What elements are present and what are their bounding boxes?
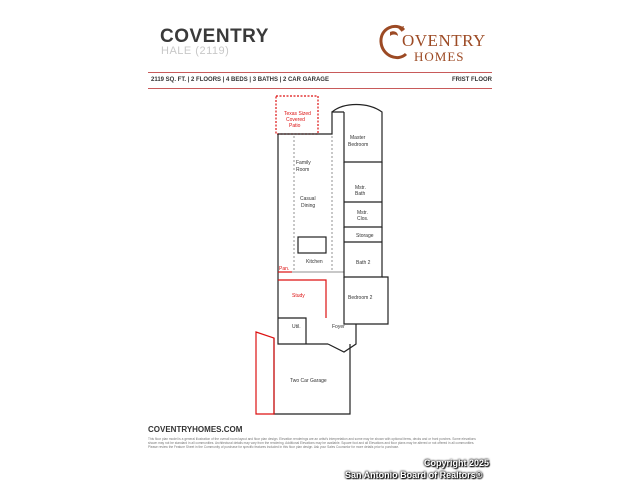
label-master-1: Master	[350, 135, 366, 141]
realtor-watermark: San Antonio Board of Realtors®	[345, 470, 483, 480]
util-walls	[278, 318, 306, 344]
label-patio-3: Patio	[289, 123, 301, 129]
label-master-2: Bedroom	[348, 142, 369, 148]
page-title: COVENTRY	[160, 26, 269, 47]
label-kitchen: Kitchen	[306, 259, 323, 265]
label-util: Util.	[292, 324, 301, 330]
logo-wordmark-top: OVENTRY	[402, 31, 486, 50]
logo-wordmark-bottom: HOMES	[414, 49, 465, 64]
study-walls	[278, 280, 326, 318]
floor-label: FRIST FLOOR	[452, 77, 492, 83]
label-foyer: Foyer	[332, 324, 345, 330]
plan-subtitle: HALE (2119)	[161, 45, 230, 57]
label-dining-2: Dining	[301, 203, 316, 209]
label-mstr-bath-1: Mstr.	[355, 185, 366, 191]
label-study: Study	[292, 293, 305, 299]
garage-extension	[256, 332, 274, 414]
label-family-2: Room	[296, 167, 310, 173]
disclaimer-text: This floor plan model is a general illustration of the overall room layout and floor plan design. Elevation renderings are an artist's interpretation and some may be shown with optional items, decks and or front porches. Some elevations shown may not be standard in all communities. Architectural details may vary from the rendering. Additional Elevations may be available. Square foot and all Elevations and floor plans may be altered or not offered in all communities. Please review the Feature Sheet in the Community of purchase for specific features included in this floor plan design. Ask your Sales Counselor for more details prior to purchase.	[148, 437, 476, 449]
header-divider-top	[148, 72, 492, 73]
label-bath2: Bath 2	[356, 260, 371, 266]
label-dining-1: Casual	[300, 196, 316, 202]
header-divider-bottom	[148, 88, 492, 89]
label-patio-2: Covered	[286, 117, 305, 123]
label-bedroom2: Bedroom 2	[348, 295, 373, 301]
floor-plan-drawing	[248, 92, 398, 417]
brand-logo	[378, 22, 488, 64]
label-mstr-clos-1: Mstr.	[357, 210, 368, 216]
label-family-1: Family	[296, 160, 311, 166]
label-patio-1: Texas Sized	[284, 111, 311, 117]
kitchen-island	[298, 237, 326, 253]
label-mstr-clos-2: Clos.	[357, 216, 369, 222]
label-mstr-bath-2: Bath	[355, 191, 366, 197]
label-pantry: Pan.	[279, 266, 290, 272]
label-garage: Two Car Garage	[290, 378, 327, 384]
plan-specs: 2119 SQ. FT. | 2 FLOORS | 4 BEDS | 3 BATHS | 2 CAR GARAGE	[151, 77, 329, 83]
master-bedroom-walls	[332, 105, 382, 163]
label-storage: Storage	[356, 233, 374, 239]
website-link[interactable]: COVENTRYHOMES.COM	[148, 425, 243, 434]
copyright-watermark: Copyright 2025	[424, 458, 490, 468]
